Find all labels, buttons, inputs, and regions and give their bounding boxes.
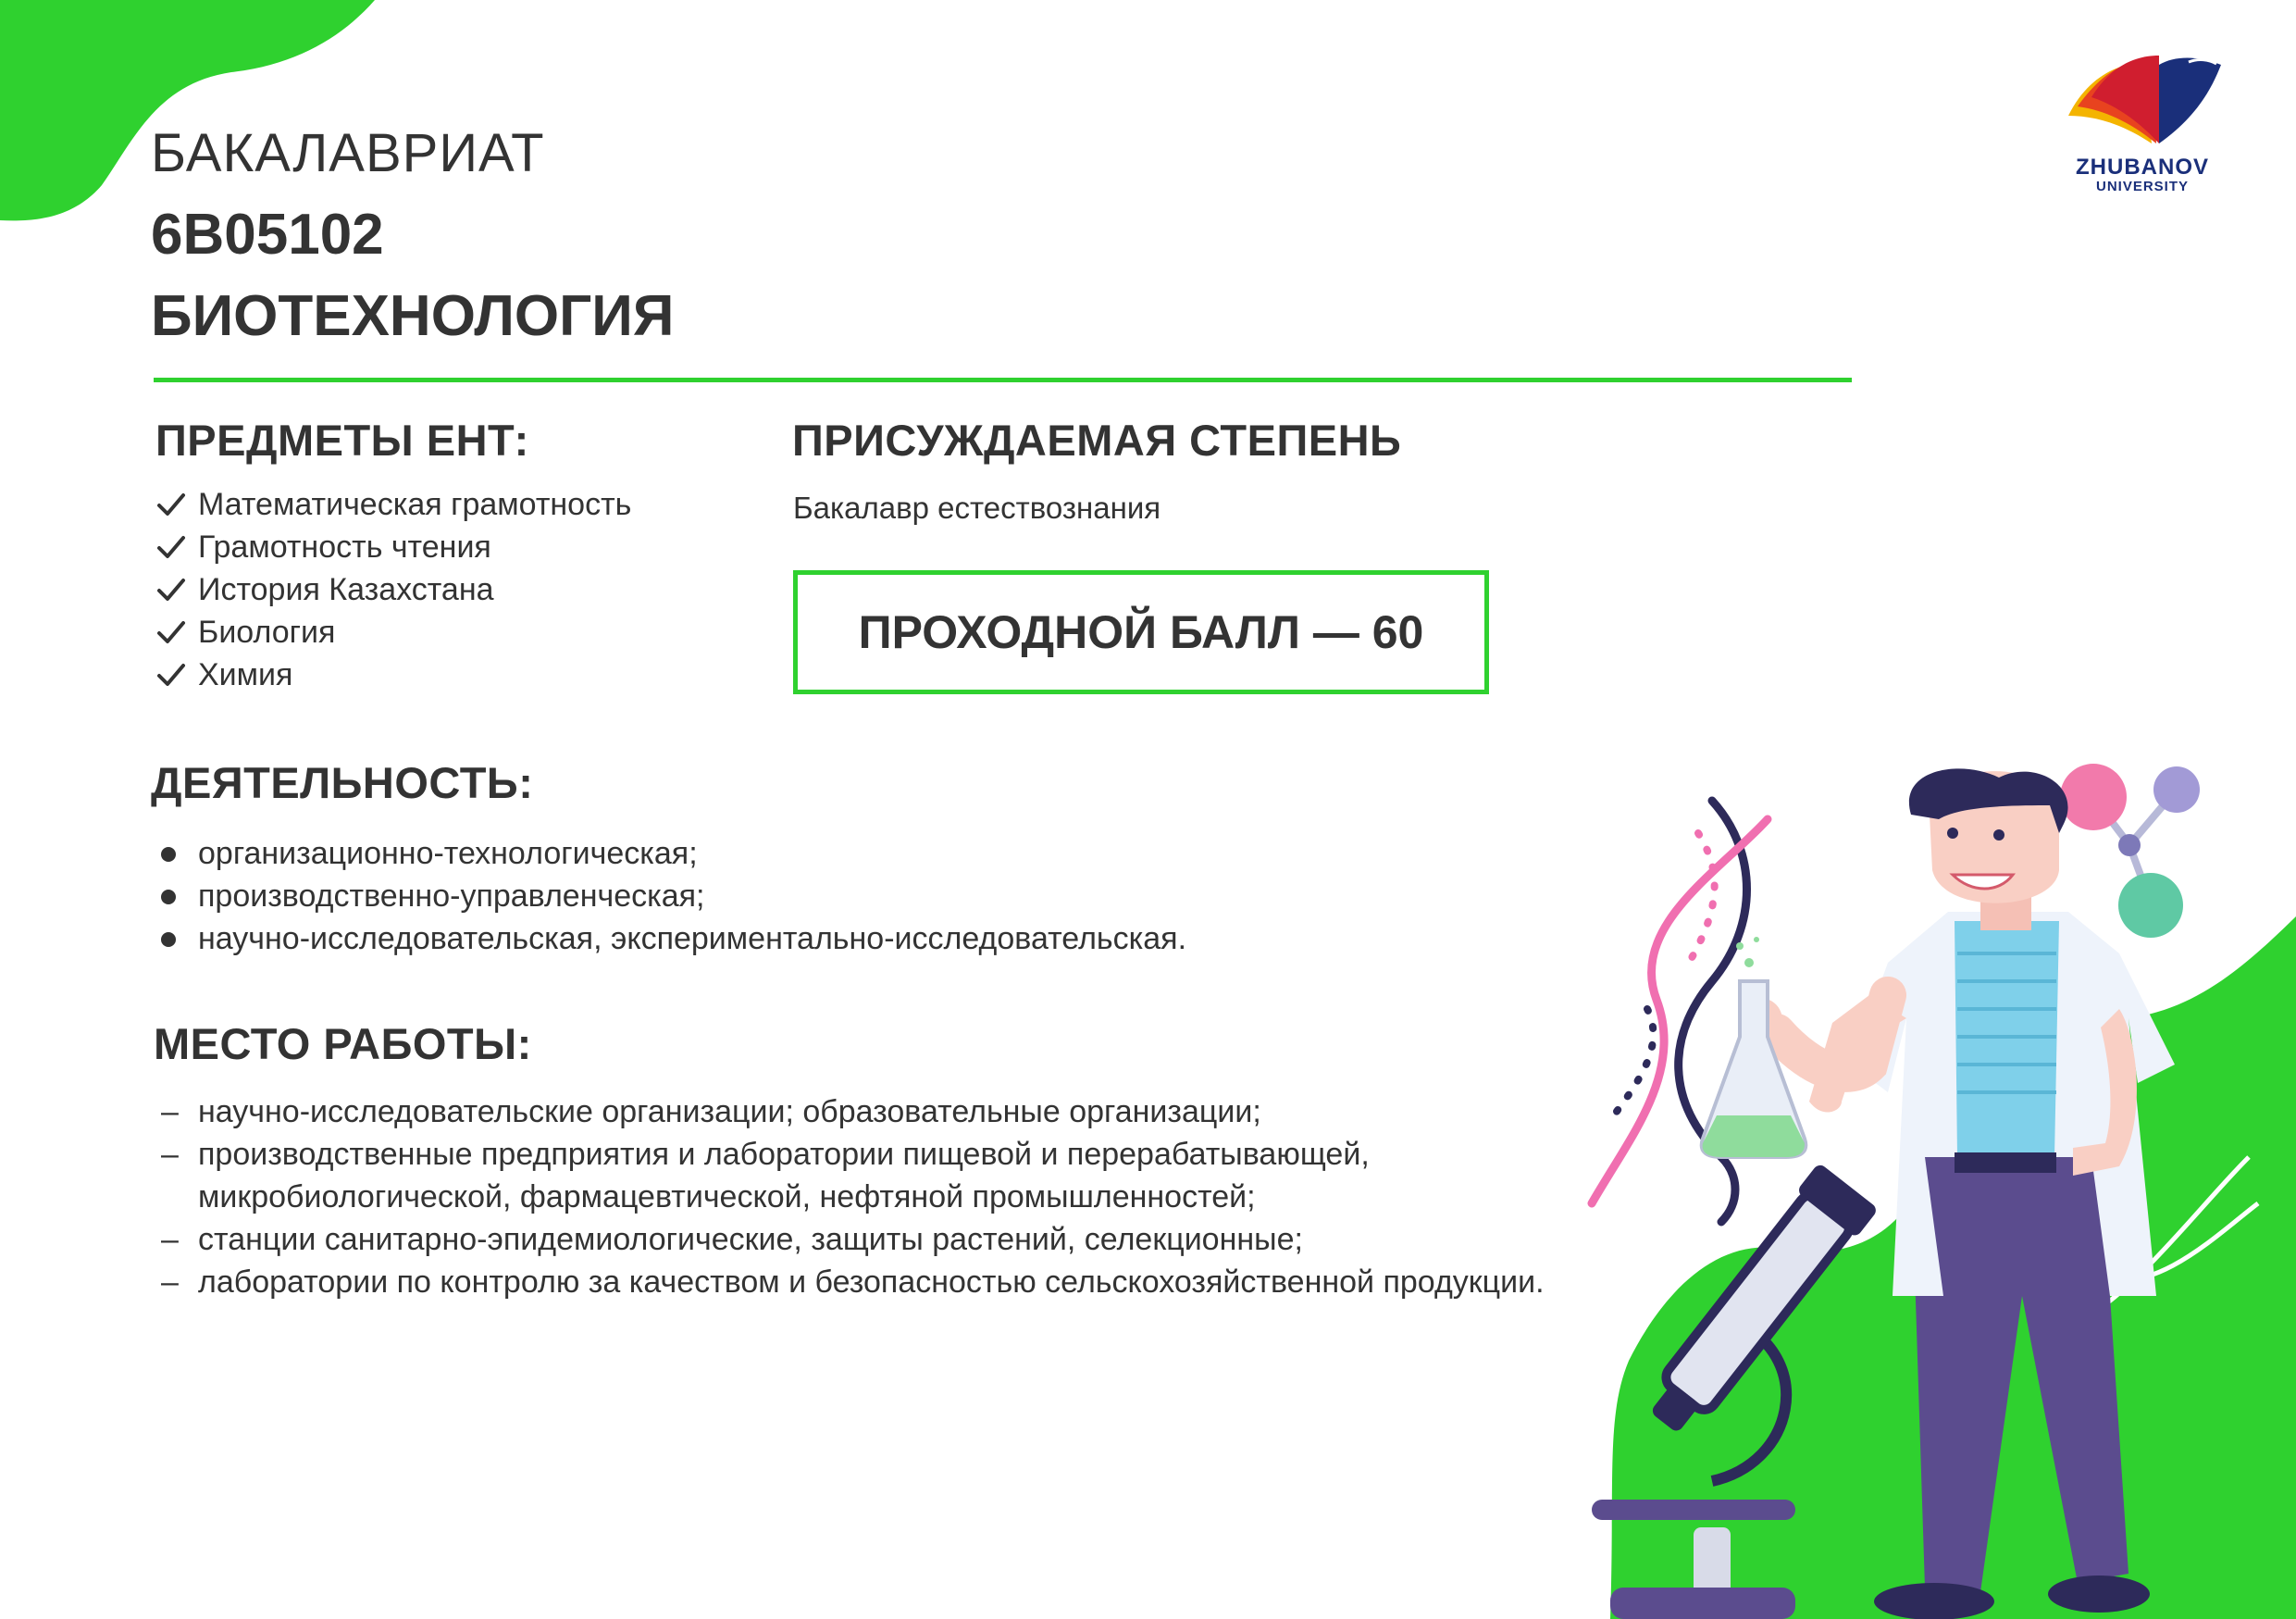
ent-subject: Математическая грамотность <box>198 487 632 522</box>
ent-subject: Биология <box>198 615 336 650</box>
degree-title: ПРИСУЖДАЕМАЯ СТЕПЕНЬ <box>792 416 1402 465</box>
program-code: 6В05102 <box>151 203 384 267</box>
ent-subject: Химия <box>198 657 293 692</box>
ent-subject: Грамотность чтения <box>198 529 491 565</box>
logo-name: ZHUBANOV <box>2076 155 2209 180</box>
degree-value: Бакалавр естествознания <box>793 491 1161 525</box>
activity-item: научно-исследовательская, экспериментально-исследовательская. <box>198 921 1187 956</box>
program-level: БАКАЛАВРИАТ <box>151 123 545 183</box>
dash-icon: – <box>161 1264 179 1300</box>
dash-icon: – <box>161 1137 179 1172</box>
microscope-icon <box>1592 1163 1879 1619</box>
workplace-item: станции санитарно-эпидемиологические, защиты растений, селекционные; <box>198 1222 1303 1257</box>
activity-item: организационно-технологическая; <box>198 836 698 871</box>
dash-icon: – <box>161 1222 179 1257</box>
workplace-item: лаборатории по контролю за качеством и безопасностью сельскохозяйственной продукции. <box>198 1264 1545 1300</box>
logo-subname: UNIVERSITY <box>2095 179 2189 194</box>
ent-subject: История Казахстана <box>198 572 494 607</box>
workplace-item: научно-исследовательские организации; образовательные организации; <box>198 1094 1261 1129</box>
activity-title: ДЕЯТЕЛЬНОСТЬ: <box>151 758 534 807</box>
workplace-item: производственные предприятия и лаборатории пищевой и перерабатывающей, микробиологической, фармацевтической, нефтяной промышленностей; <box>198 1137 1370 1214</box>
passing-score-label: ПРОХОДНОЙ БАЛЛ — 60 <box>858 606 1424 658</box>
activity-item: производственно-управленческая; <box>198 878 705 914</box>
ent-subjects-title: ПРЕДМЕТЫ ЕНТ: <box>155 416 529 465</box>
program-name: БИОТЕХНОЛОГИЯ <box>151 284 675 348</box>
molecule-icon <box>2060 764 2200 938</box>
workplace-title: МЕСТО РАБОТЫ: <box>154 1019 532 1068</box>
dash-icon: – <box>161 1094 179 1129</box>
